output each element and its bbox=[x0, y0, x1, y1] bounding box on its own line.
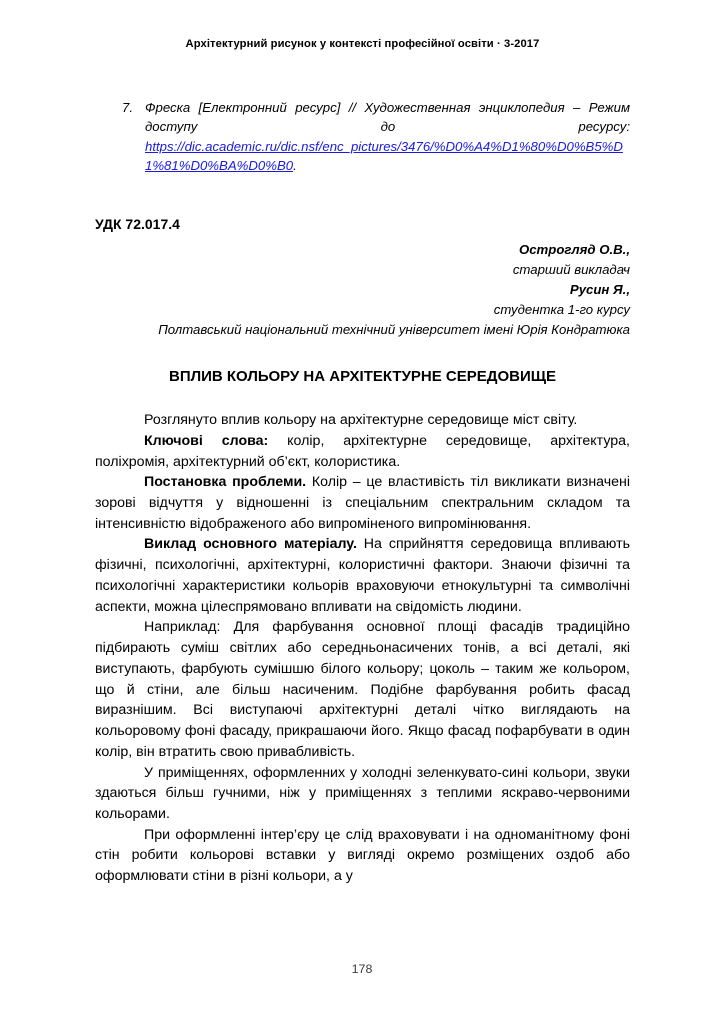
running-header: Архітектурний рисунок у контексті професійної освіти · 3-2017 bbox=[185, 38, 540, 50]
body-paragraph bbox=[95, 617, 630, 762]
body-paragraph bbox=[95, 825, 630, 887]
paragraph-text: При оформленні інтер’єру це слід враховувати і на одноманітному фоні стін робити кольорові вставки у вигляді окремо розміщених оздоб або оформлювати стіни в різні кольори, а у bbox=[95, 826, 630, 885]
author-role-2: студентка 1-го курсу bbox=[493, 302, 630, 318]
paragraph-text: Розглянуто вплив кольору на архітектурне середовище міст світу. bbox=[144, 412, 578, 429]
author-name-1: Острогляд О.В., bbox=[518, 242, 630, 258]
paragraph-lead: Виклад основного матеріалу. bbox=[144, 536, 357, 553]
author-affiliation: Полтавський національний технічний університет імені Юрія Кондратюка bbox=[158, 322, 630, 338]
paragraph-text: На сприйняття середовища впливають фізичні, психологічні, архітектурні, колористичні фактори. Знаючи фізичні та психологічні характеристики кольорів враховуючи етнокультурні та символічні аспекти, можна цілеспрямовано впливати на свідомість людини. bbox=[95, 536, 630, 615]
body-paragraph bbox=[95, 431, 630, 472]
paragraph-lead: Ключові слова: bbox=[144, 432, 269, 449]
paragraph-text: колір, архітектурне середовище, архітектура, поліхромія, архітектурний об’єкт, колористика. bbox=[95, 432, 630, 470]
page-number: 178 bbox=[351, 962, 373, 976]
article-body bbox=[95, 410, 630, 887]
paragraph-text: У приміщеннях, оформленних у холодні зеленкувато-сині кольори, звуки здаються більш гучними, ніж у приміщеннях з теплими яскраво-червоними кольорами. bbox=[95, 764, 630, 822]
reference-number: 7. bbox=[122, 100, 133, 115]
paragraph-lead: Постановка проблеми. bbox=[144, 474, 307, 491]
article-title: ВПЛИВ КОЛЬОРУ НА АРХІТЕКТУРНЕ СЕРЕДОВИЩЕ bbox=[168, 367, 557, 385]
page-content bbox=[95, 98, 630, 887]
body-paragraph bbox=[95, 410, 630, 431]
reference-line-2: доступу до ресурсу: bbox=[145, 119, 630, 135]
author-block bbox=[95, 240, 630, 340]
body-paragraph bbox=[95, 763, 630, 825]
reference-list bbox=[95, 98, 630, 176]
paragraph-text: Колір – це властивість тіл викликати визначені зорові відчуття у відношенні із спеціальним спектральним складом та інтенсивністю відображеного або випроміненого випромінювання. bbox=[95, 474, 630, 532]
reference-url-link[interactable]: https://dic.academic.ru/dic.nsf/enc_pictures/3476/%D0%A4%D1%80%D0%B5%D1%81%D0%BA%D0%B0 bbox=[145, 138, 623, 174]
body-paragraph bbox=[95, 472, 630, 534]
paragraph-text: Наприклад: Для фарбування основної площі фасадів традиційно підбирають суміш світлих або середньонасичених тонів, а всі деталі, які виступають, фарбують сумішшю білого кольору; цоколь – таким же кольором, що й стіни, але більш насиченим. Подібне фарбування робить фасад виразнішим. Всі виступаючі архітектурні деталі чітко виглядають на кольоровому фоні фасаду, прикрашаючи його. Якщо фасад пофарбувати в один колір, він втратить свою привабливість. bbox=[95, 619, 630, 760]
udk-code: УДК 72.017.4 bbox=[95, 215, 180, 232]
reference-line-1: Фреска [Електронний ресурс] // Художественная энциклопедия – Режим bbox=[145, 100, 630, 115]
reference-url-terminator: . bbox=[293, 158, 297, 174]
author-role-1: старший викладач bbox=[512, 262, 630, 278]
reference-item bbox=[95, 98, 630, 176]
body-paragraph bbox=[95, 534, 630, 617]
author-name-2: Русин Я., bbox=[569, 282, 630, 298]
